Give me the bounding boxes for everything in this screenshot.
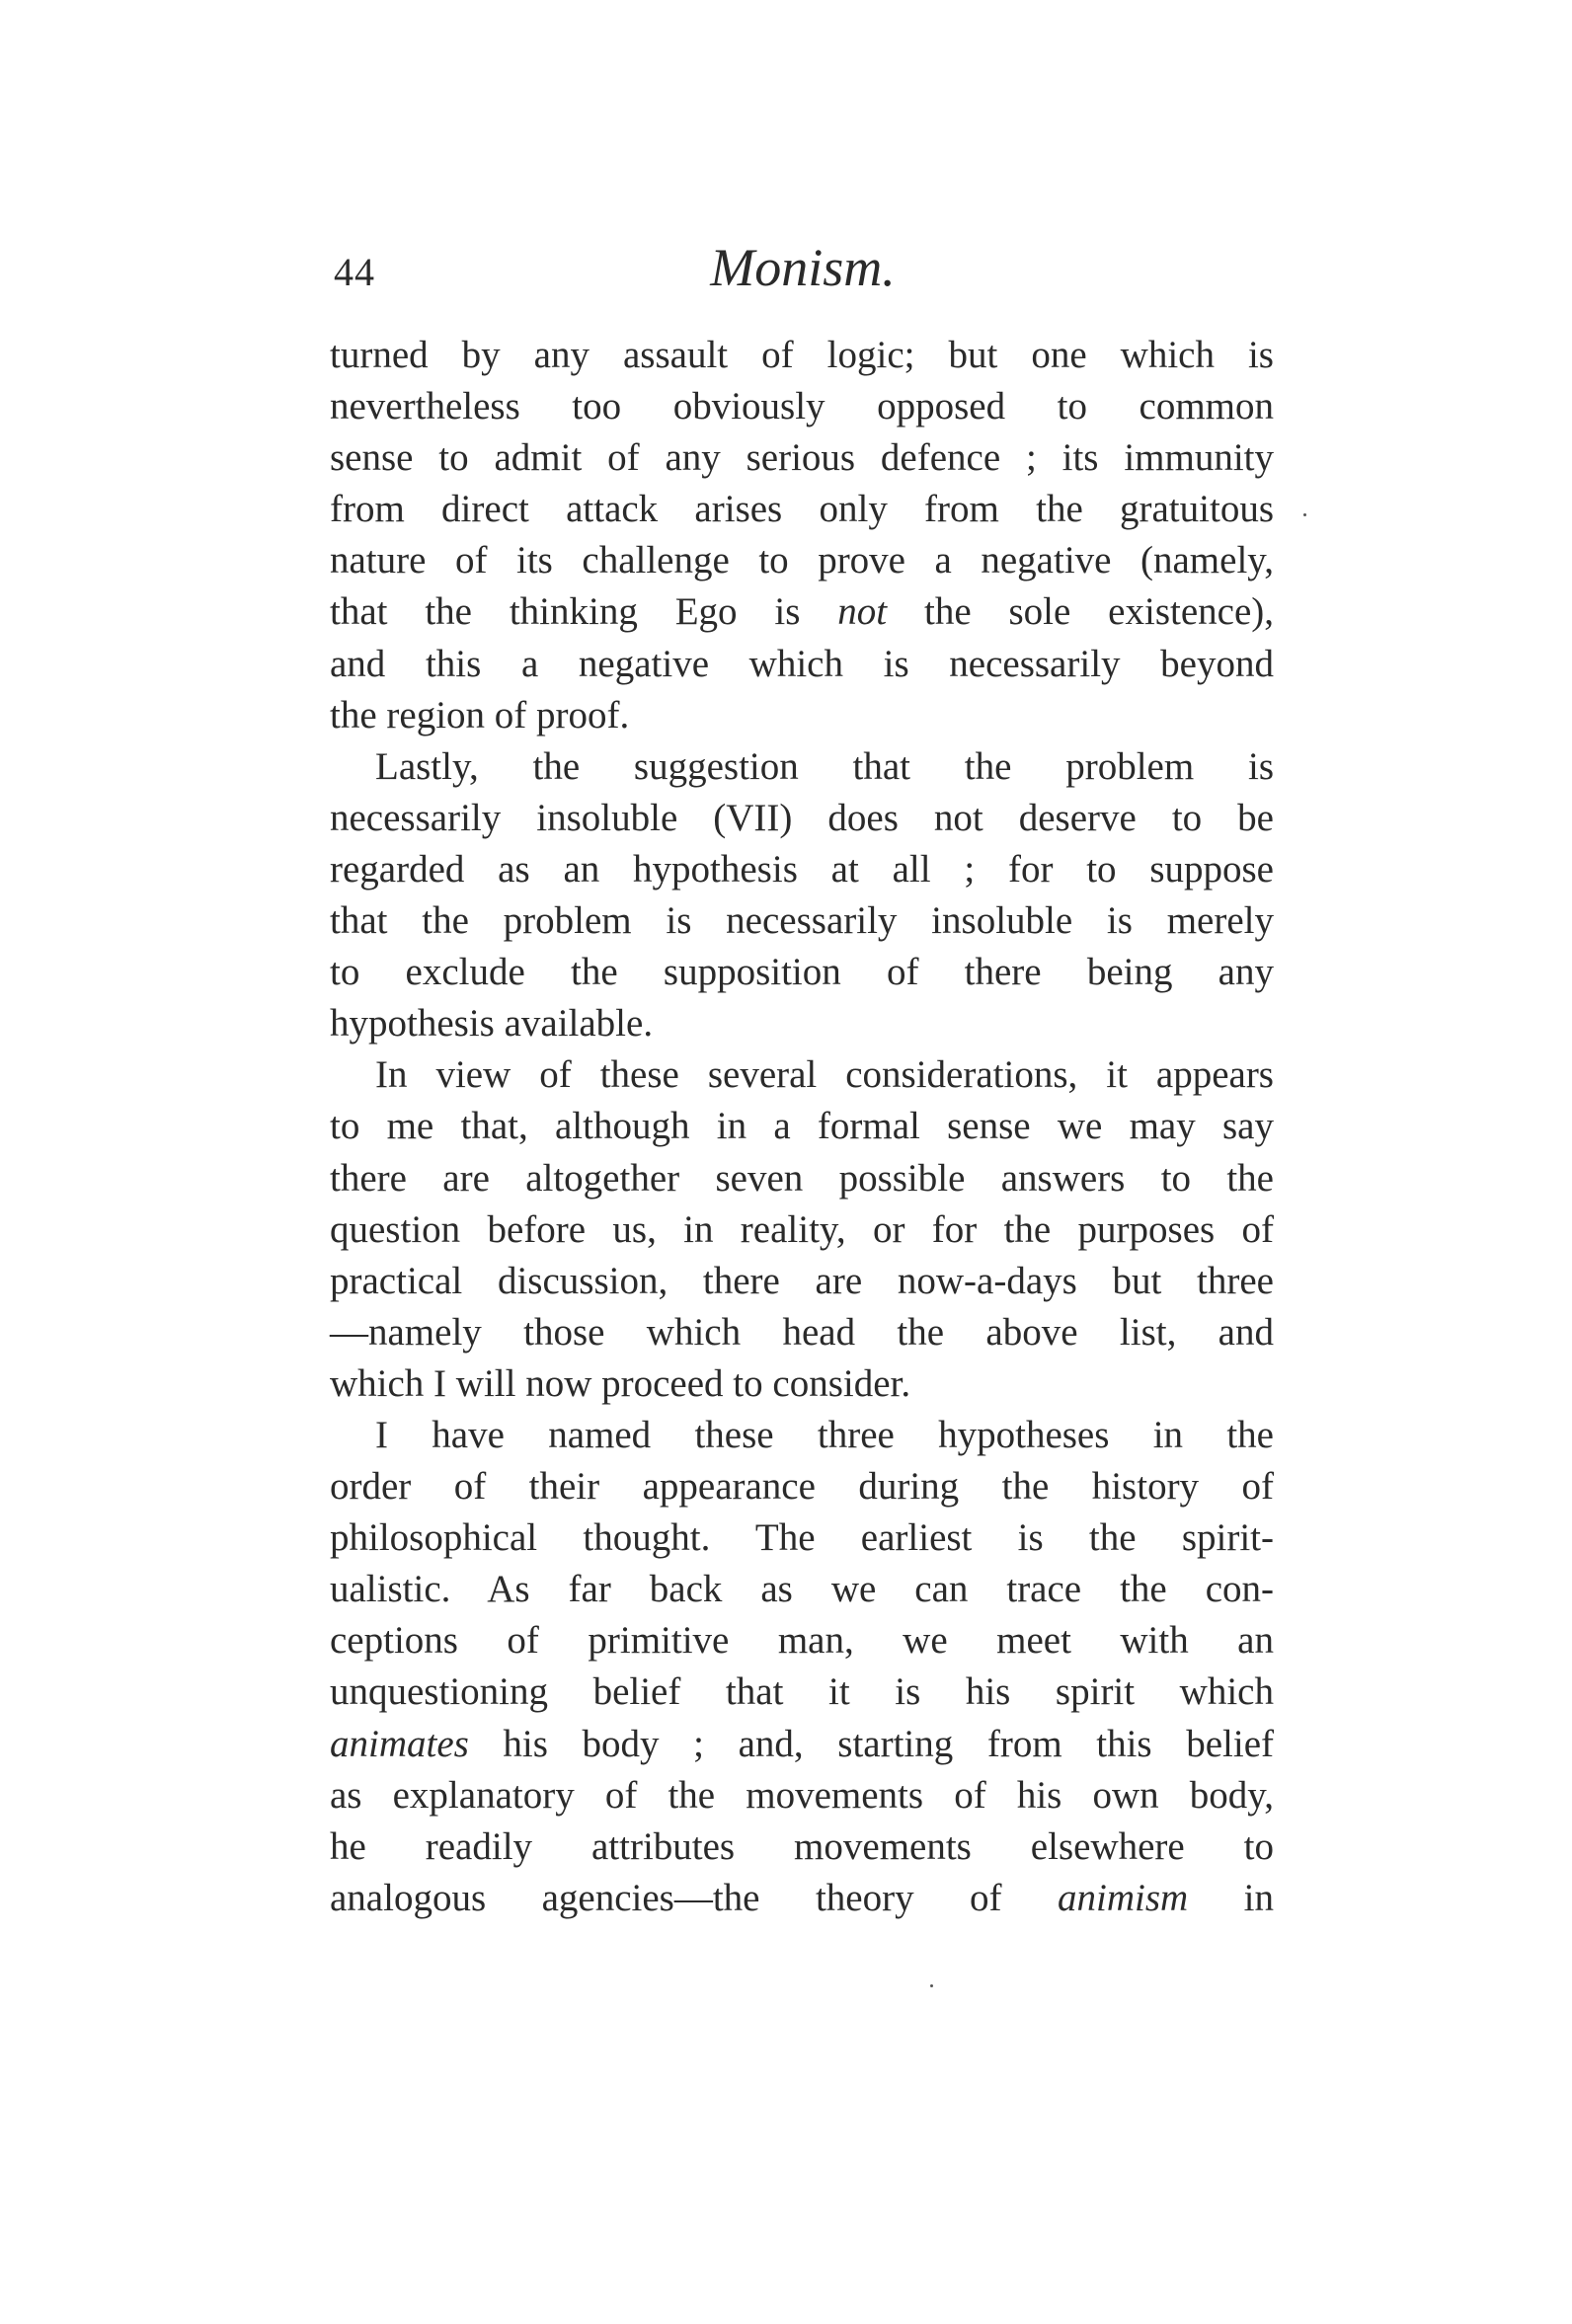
text-line: practical discussion, there are now-a-days but three: [330, 1259, 1274, 1302]
text-line: unquestioning belief that it is his spirit which: [330, 1670, 1274, 1714]
text-line: that the problem is necessarily insoluble is merely: [330, 899, 1274, 943]
text-line: analogous agencies—the theory of animism in: [330, 1876, 1275, 1919]
text-line: and this a negative which is necessarily beyond: [330, 642, 1274, 685]
text-line: ualistic. As far back as we can trace the con-: [330, 1568, 1274, 1611]
running-head: [334, 237, 1272, 306]
text-line: he readily attributes movements elsewhere to: [330, 1824, 1274, 1868]
text-line: hypothesis available.: [330, 1002, 654, 1046]
text-line: that the thinking Ego is not the sole existence),: [330, 590, 1275, 634]
body-text: [330, 330, 1274, 1924]
text-line: —namely those which head the above list, and: [330, 1310, 1274, 1354]
text-line: necessarily insoluble (VII) does not deserve to be: [330, 796, 1274, 839]
text-line: to me that, although in a formal sense we may say: [330, 1105, 1274, 1148]
emphasis-not: not: [837, 590, 888, 634]
text-line: to exclude the supposition of there being any: [330, 951, 1274, 994]
text-line: turned by any assault of logic; but one which is: [330, 334, 1274, 376]
text-line: nature of its challenge to prove a negative (namely,: [330, 539, 1274, 582]
text-line: philosophical thought. The earliest is the spirit-: [330, 1516, 1274, 1560]
emphasis-animates: animates: [330, 1722, 469, 1765]
text-line: sense to admit of any serious defence ; its immunity: [330, 436, 1274, 480]
text-line: In view of these several considerations, it appears: [375, 1053, 1274, 1097]
text-line: nevertheless too obviously opposed to common: [330, 385, 1274, 428]
text-line: I have named these three hypotheses in the: [375, 1413, 1274, 1456]
scan-speck: [1303, 513, 1306, 516]
text-line: the region of proof.: [330, 693, 630, 736]
emphasis-animism: animism: [1058, 1876, 1189, 1919]
text-line: order of their appearance during the history of: [330, 1465, 1274, 1509]
text-line: from direct attack arises only from the gratuitous: [330, 488, 1274, 531]
text-line: which I will now proceed to consider.: [330, 1361, 911, 1405]
text-line: there are altogether seven possible answers to the: [330, 1156, 1274, 1200]
text-line: Lastly, the suggestion that the problem is: [375, 744, 1274, 788]
scan-speck: [930, 1984, 933, 1987]
running-title: Monism.: [710, 238, 896, 297]
text-line: regarded as an hypothesis at all ; for to suppose: [330, 847, 1274, 891]
text-line: animates his body ; and, starting from this belief: [330, 1722, 1274, 1765]
text-line: as explanatory of the movements of his own body,: [330, 1773, 1274, 1817]
text-line: ceptions of primitive man, we meet with an: [330, 1619, 1274, 1663]
text-line: question before us, in reality, or for the purposes of: [330, 1207, 1274, 1251]
page-number: 44: [334, 250, 375, 294]
